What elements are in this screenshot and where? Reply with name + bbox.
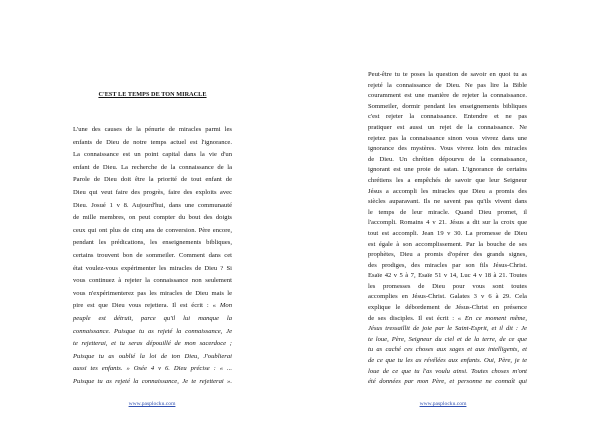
text-segment: pire est que Dieu vous rejettera. Il est écrit : « bbox=[73, 302, 220, 310]
text-line: c'est rejeter la connaissance. Entendre et ne pas bbox=[368, 113, 527, 121]
text-line: L'une des causes de la pénurie de miracles parmi les bbox=[73, 126, 232, 133]
text-line: vous n'expérimenterez pas les miracles de Dieu mais le bbox=[73, 289, 232, 297]
text-line: de Dieu. Un chrétien dépourvu de la connaissance, bbox=[368, 155, 527, 163]
quote-line: Puisque tu as rejeté la connaissance, Je te rejetterai ». bbox=[73, 377, 232, 385]
text-line: Parole de Dieu doit être la priorité de tout enfant de bbox=[73, 176, 232, 184]
text-line: rejeté la connaissance de Dieu. Ne pas lire la Bible bbox=[368, 81, 527, 89]
page-footer-link[interactable]: www.pasplocku.com bbox=[419, 401, 467, 407]
text-line: l'accompli. Romains 4 v 21. Jésus a dit sur la croix que bbox=[368, 219, 527, 227]
page-footer-link[interactable]: www.pasplocku.com bbox=[128, 401, 176, 407]
quote-line: Puisque tu as oublié la loi de ton Dieu, J'oublierai bbox=[73, 352, 232, 360]
text-line: Peut-être tu te poses la question de savoir en quoi tu as bbox=[368, 71, 527, 78]
text-line: pratiquer est aussi un rejet de la connaissance. Ne bbox=[368, 123, 527, 131]
text-segment: de ses disciples. Il est écrit : « bbox=[368, 314, 465, 322]
quote-line: aussi tes enfants. » Osée 4 v 6. Dieu précise : « ... bbox=[73, 365, 232, 373]
text-line: accomplies en Jésus-Christ. Galates 3 v 6 à 29. Cela bbox=[368, 293, 527, 301]
left-text-column bbox=[73, 124, 232, 388]
text-line: chrétiens les a empêchés de savoir que leur Seigneur bbox=[368, 176, 527, 184]
text-line: Dieu. Josué 1 v 8. Aujourd'hui, dans une communauté bbox=[73, 201, 232, 209]
quote-line: peuple est détruit, parce qu'il lui manque la bbox=[73, 314, 232, 322]
text-line: les promesses de Dieu pour vous sont toutes bbox=[368, 282, 527, 290]
text-line: Sommeiler, dormir pendant les enseignements bibliques bbox=[368, 102, 527, 110]
quote-line: te loue, Père, Seigneur du ciel et de la terre, de ce que bbox=[368, 335, 527, 343]
chapter-title bbox=[73, 91, 232, 99]
text-line: est égale à son accomplissement. Par la bouche de ses bbox=[368, 240, 527, 248]
quote-line: connaissance. Puisque tu as rejeté la connaissance, Je bbox=[73, 327, 232, 335]
quote-text: Mon bbox=[219, 302, 232, 310]
text-line: pendant les prédications, les enseignements bibliques, bbox=[73, 239, 232, 247]
quote-line: Jésus tressaillit de joie par le Saint-Esprit, et il dit : Je bbox=[368, 325, 527, 333]
text-line bbox=[368, 314, 527, 325]
text-line: Dieu qui veut faire des progrès, faire des exploits avec bbox=[73, 188, 232, 196]
right-page bbox=[300, 0, 600, 424]
text-line: rejetez pas la connaissance sinon vous vivrez dans une bbox=[368, 134, 527, 142]
right-text-column bbox=[368, 70, 527, 388]
quote-line: tu as caché ces choses aux sages et aux intelligents, et bbox=[368, 346, 527, 354]
quote-line: de ce que tu les as révélées aux enfants. Oui, Père, je te bbox=[368, 357, 527, 365]
text-line: le temps de leur miracle. Quand Dieu promet, il bbox=[368, 208, 527, 216]
text-line: état voulez-vous expérimenter les miracles de Dieu ? Si bbox=[73, 264, 232, 272]
text-line: ignorance des mystères. Vous vivrez loin des miracles bbox=[368, 145, 527, 153]
text-line: vous continuez à rejeter la connaissance non seulement bbox=[73, 277, 232, 285]
text-line: couramment est une manière de rejeter la connaissance. bbox=[368, 92, 527, 100]
text-line: certains trouvent bon de sommeiler. Comment dans cet bbox=[73, 251, 232, 259]
text-line: tout est accompli. Jean 19 v 30. La promesse de Dieu bbox=[368, 229, 527, 237]
chapter-title-text: C'EST LE TEMPS DE TON MIRACLE bbox=[98, 91, 207, 98]
text-line: de mille membres, on peut compter du bout des doigts bbox=[73, 214, 232, 222]
quote-line: loue de ce que tu l'as voulu ainsi. Toutes choses m'ont bbox=[368, 367, 527, 375]
text-line: ceux qui ont plus de cinq ans de conversion. Père encore, bbox=[73, 226, 232, 234]
text-line: explique le débordement de Jésus-Christ en présence bbox=[368, 304, 527, 312]
text-line: La connaissance est un point capital dans la vie d'un bbox=[73, 151, 232, 159]
text-line: enfants de Dieu de notre temps actuel est l'ignorance. bbox=[73, 138, 232, 146]
quote-text: En ce moment même, bbox=[464, 314, 527, 322]
text-line: prophètes, Dieu a promis d'opérer des grands signes, bbox=[368, 251, 527, 259]
text-line: ignorant est une proie de satan. L'ignorance de certains bbox=[368, 166, 527, 174]
text-line: Jésus a accompli les miracles que Dieu a promis des bbox=[368, 187, 527, 195]
text-line: Esaïe 42 v 5 à 7, Esaïe 51 v 14, Luc 4 v 18 à 21. Toutes bbox=[368, 272, 527, 280]
text-line: des prodiges, des miracles par son fils Jésus-Christ. bbox=[368, 261, 527, 269]
text-line bbox=[73, 300, 232, 313]
quote-line: te rejetterai, et tu seras dépouillé de mon sacerdoce ; bbox=[73, 340, 232, 348]
text-line: enfant de Dieu. La recherche de la connaissance de la bbox=[73, 163, 232, 171]
quote-line: été données par mon Père, et personne ne connaît qui bbox=[368, 378, 527, 386]
text-line: siècles auparavant. Ils ne savent pas qu'ils vivent dans bbox=[368, 198, 527, 206]
